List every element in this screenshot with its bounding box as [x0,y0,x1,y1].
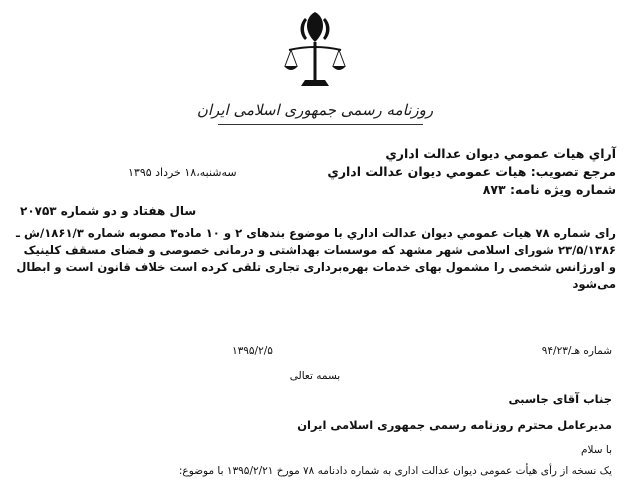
header-line-2: مرجع تصويب: هيات عمومي ديوان عدالت اداري [327,164,616,179]
header-line-1: آراي هيات عمومي ديوان عدالت اداري [385,146,616,161]
letter-body: یک نسخه از رأی هیأت عمومی دیوان عدالت اداری به شماره دادنامه ۷۸ مورخ ۱۳۹۵/۲/۲۱ با موضوع: [178,465,612,477]
scales-of-justice-emblem-icon [283,8,347,90]
greeting: با سلام [580,444,612,456]
ruling-title: رای شماره ۷۸ هيات عمومي ديوان عدالت اداري با موضوع بندهای ۲ و ۱۰ ماده۳ مصوبه شماره ۱۸۶۱/۳/ش ـ ۲۳/۵/۱۳۸۶ شورای اسلامی شهر مشهد که موسسات بهداشتی و درمانی خصوصی و فضای مسقف کلینیک و اورژانس شخصی را مشمول بهای خدمات بهره‌برداری تجاری تلقی کرده است خلاف قانون است و ابطال می‌شود [16,226,616,291]
publication-date: سه‌شنبه،۱۸ خرداد ۱۳۹۵ [128,166,237,179]
issue-number: سال هفتاد و دو شماره ۲۰۷۵۳ [20,204,197,218]
invocation: بسمه تعالی [289,370,341,382]
masthead-underline [218,124,423,125]
addressee: جناب آقای جاسبی [508,392,612,406]
letter-number: شماره هـ/۹۴/۲۳ [541,345,612,357]
addressee-title: مدیرعامل محترم روزنامه رسمی جمهوری اسلامی ایران [297,418,612,432]
letter-date: ۱۳۹۵/۲/۵ [232,345,273,357]
header-line-3: شماره ويژه نامه: ۸۷۳ [482,182,616,197]
gazette-masthead: روزنامه رسمی جمهوری اسلامی ایران [196,101,434,119]
